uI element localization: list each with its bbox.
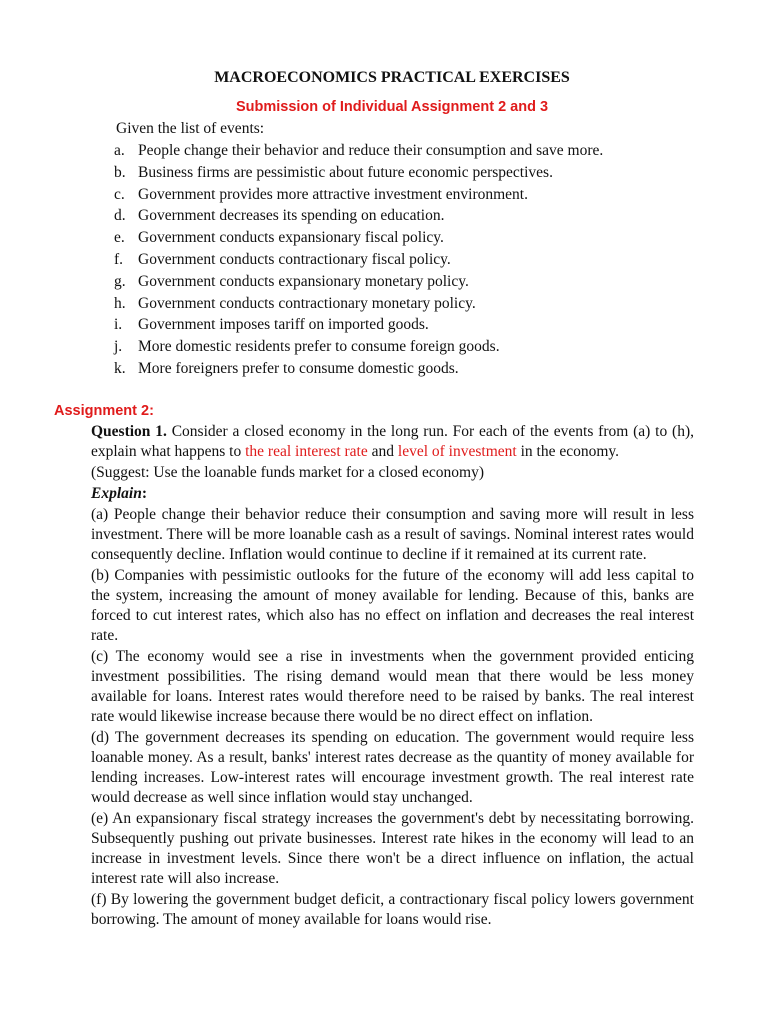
event-item [114, 250, 674, 272]
event-letter: i. [114, 316, 123, 334]
event-text: Government provides more attractive investment environment. [138, 185, 528, 203]
event-letter: a. [114, 142, 125, 159]
event-item [114, 185, 674, 207]
event-letter: h. [114, 294, 126, 312]
events-intro: Given the list of events: [116, 120, 265, 137]
event-item [114, 141, 674, 163]
explain-heading [91, 484, 694, 504]
event-text: People change their behavior and reduce their consumption and save more. [138, 142, 604, 159]
document-subtitle: Submission of Individual Assignment 2 and 3 [235, 99, 549, 115]
event-letter: c. [114, 185, 125, 203]
event-item [114, 228, 674, 250]
question-label: Question 1. [91, 423, 167, 440]
question-text-part2: in the economy. [516, 443, 620, 460]
event-text: More domestic residents prefer to consume foreign goods. [138, 338, 500, 356]
document-title: MACROECONOMICS PRACTICAL EXERCISES [214, 69, 570, 86]
answer-paragraph: (d) The government decreases its spending on education. The government would require less loanable money. As a result, banks' interest rates decrease as the quantity of money available for lending increases. Low-interest rates will encourage investment growth. The real interest rate would decrease as well since inflation would stay unchanged. [91, 729, 694, 806]
event-item [114, 337, 674, 359]
answer-paragraph: (e) An expansionary fiscal strategy increases the government's debt by necessitating borrowing. Subsequently pushing out private businesses. Interest rate hikes in the economy will lead to an increase in investment levels. Since there won't be a direct influence on inflation, the actual interest rate will also increase. [91, 810, 694, 887]
explain-colon: : [141, 485, 147, 502]
assignment-2-heading: Assignment 2: [54, 403, 154, 419]
event-item [114, 315, 674, 337]
event-letter: k. [114, 359, 126, 377]
answer-paragraph: (a) People change their behavior reduce their consumption and saving more will result in less investment. There will be more loanable cash as a result of savings. Nominal interest rates would consequently decline. Inflation would continue to decline if it remained at its current rate. [91, 506, 694, 563]
question-highlight-real-interest-rate: the real interest rate [245, 443, 368, 460]
event-text: Government conducts expansionary monetary policy. [138, 272, 469, 290]
event-text: Government decreases its spending on education. [138, 207, 445, 225]
event-letter: f. [114, 250, 124, 268]
event-letter: e. [114, 229, 125, 247]
event-item [114, 294, 674, 316]
event-letter: b. [114, 163, 126, 181]
event-text: Government conducts contractionary fiscal policy. [138, 250, 451, 268]
event-item [114, 359, 674, 381]
question-text-and: and [367, 443, 398, 460]
event-text: Business firms are pessimistic about future economic perspectives. [138, 163, 553, 181]
explain-label: Explain [91, 485, 142, 502]
question-text-part1: Consider a closed economy in the long run. For each of the events from (a) to (h), explain what happens to [91, 423, 694, 460]
event-text: Government imposes tariff on imported goods. [138, 316, 429, 334]
events-list [114, 141, 674, 381]
suggestion-note: (Suggest: Use the loanable funds market for a closed economy) [91, 464, 484, 481]
question-1 [91, 422, 694, 462]
event-item [114, 163, 674, 185]
event-letter: j. [114, 338, 123, 356]
answer-paragraph: (c) The economy would see a rise in investments when the government provided enticing investment possibilities. The rising demand would mean that there would be less money available for loans. Interest rates would therefore need to be raised by banks. The real interest rate would likewise increase because there would be no direct effect on inflation. [91, 648, 694, 725]
event-item [114, 206, 674, 228]
event-letter: g. [114, 272, 126, 290]
assignment-2-body [91, 422, 694, 931]
answer-paragraph: (f) By lowering the government budget deficit, a contractionary fiscal policy lowers government borrowing. The amount of money available for loans would rise. [91, 891, 694, 928]
event-letter: d. [114, 207, 126, 225]
event-text: More foreigners prefer to consume domestic goods. [138, 359, 459, 377]
event-text: Government conducts expansionary fiscal policy. [138, 229, 444, 247]
event-item [114, 272, 674, 294]
event-text: Government conducts contractionary monetary policy. [138, 294, 476, 312]
answer-paragraph: (b) Companies with pessimistic outlooks for the future of the economy will add less capital to the system, increasing the amount of money available for lending. Because of this, banks are forced to cut interest rates, which also has no effect on inflation and decreases the real interest rate. [91, 567, 694, 644]
question-highlight-investment: level of investment [397, 443, 517, 460]
